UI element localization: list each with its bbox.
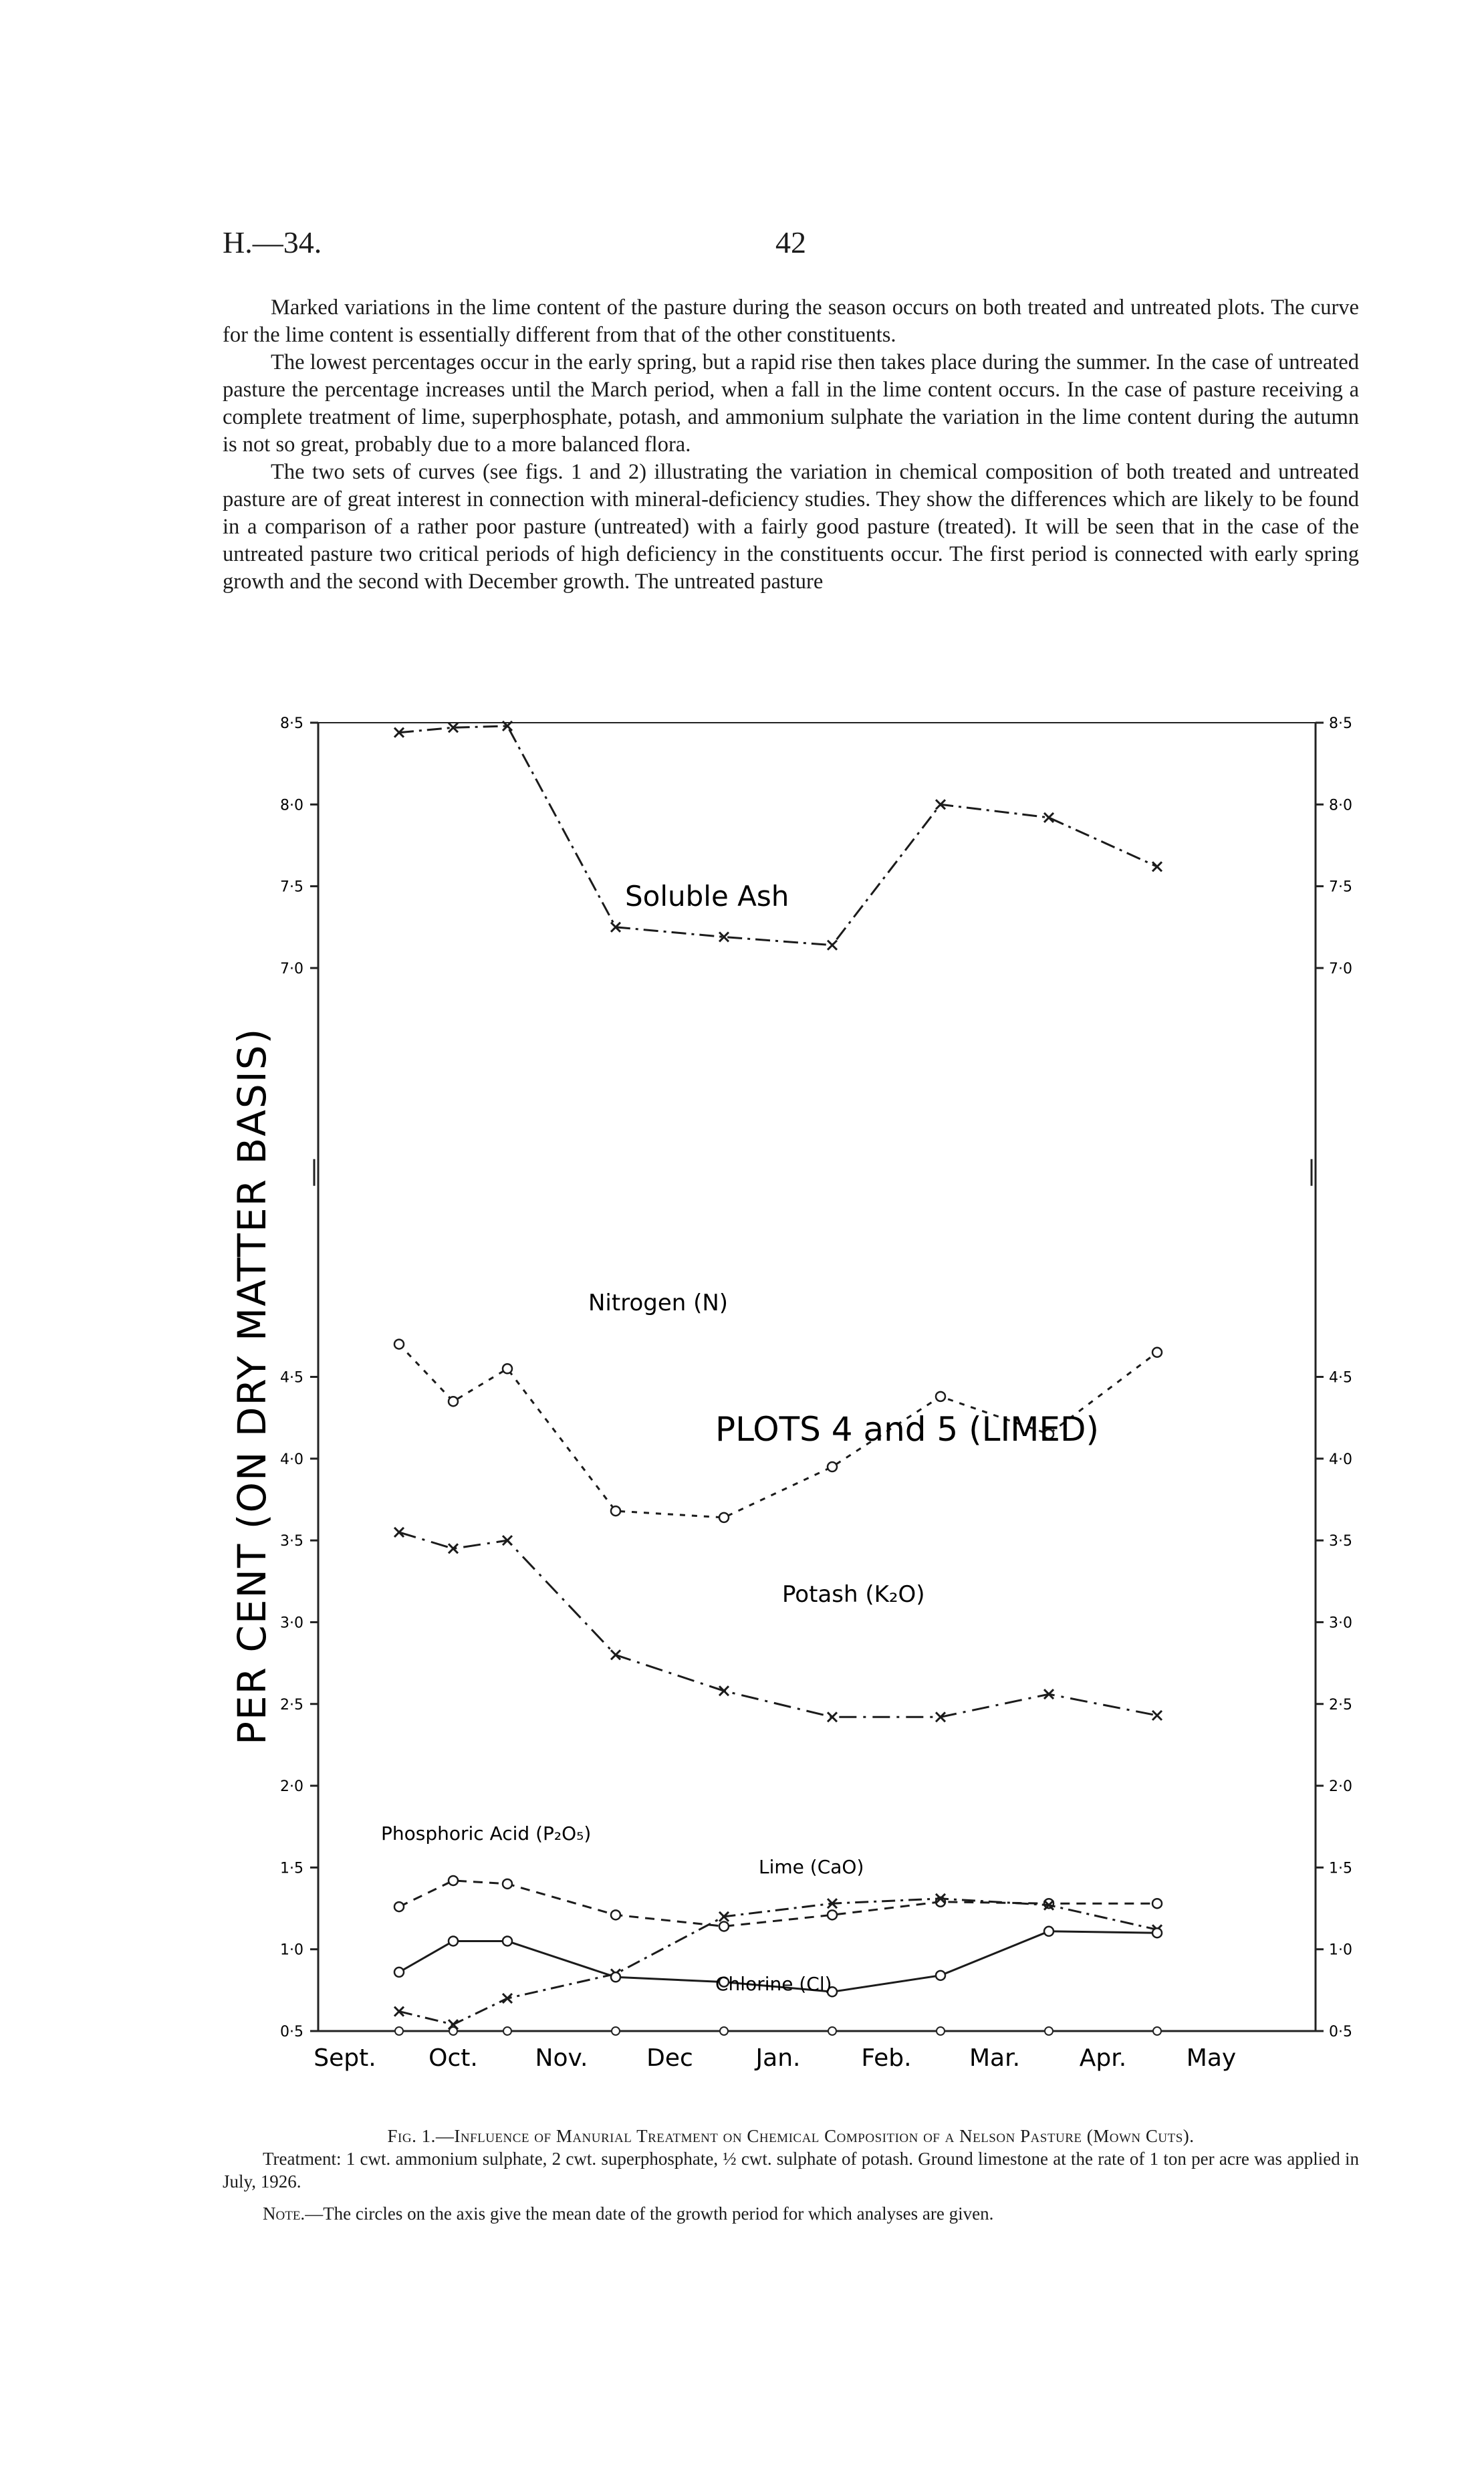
series-labels — [229, 880, 1099, 1995]
data-point-phosphoric-acid-p-o — [449, 1876, 458, 1885]
line-chart — [201, 695, 1377, 2119]
data-point-chlorine-cl — [1044, 1927, 1054, 1936]
y-tick-label-left: 3·0 — [280, 1615, 303, 1632]
y-tick-label-left: 4·0 — [280, 1451, 303, 1468]
data-point-phosphoric-acid-p-o — [394, 1902, 404, 1911]
axis-date-marker — [612, 2027, 620, 2035]
axis-date-marker — [720, 2027, 728, 2035]
chart-title: PLOTS 4 and 5 (LIMED) — [715, 1410, 1099, 1449]
y-tick-label-right: 2·0 — [1329, 1778, 1352, 1796]
data-point-soluble-ash — [1152, 862, 1162, 871]
axis-date-marker — [503, 2027, 511, 2035]
y-tick-label-left: 1·0 — [280, 1941, 303, 1959]
y-axis-label: PER CENT (ON DRY MATTER BASIS) — [229, 1027, 275, 1745]
data-point-chlorine-cl — [394, 1968, 404, 1977]
data-point-potash-k-o — [611, 1650, 620, 1659]
axis-date-marker — [1045, 2027, 1053, 2035]
y-tick-label-right: 4·5 — [1329, 1369, 1352, 1387]
x-tick-label: Mar. — [969, 2044, 1021, 2072]
data-point-phosphoric-acid-p-o — [719, 1921, 729, 1931]
body-paragraph: Marked variations in the lime content of the pasture during the season occurs on both treated and untreated plots. The curve for the lime content is essentially different from that of the other constituents. — [223, 295, 1359, 347]
figure-label: Fig. 1.— — [387, 2126, 455, 2146]
axis-date-marker — [937, 2027, 945, 2035]
x-tick-label: Nov. — [535, 2044, 588, 2072]
data-point-nitrogen-n — [611, 1506, 620, 1516]
body-paragraph: The two sets of curves (see figs. 1 and 2) illustrating the variation in chemical composition of both treated and untreated pasture are of great interest in connection with mineral-deficiency studies. They show the differences which are likely to be found in a comparison of a rather poor pasture (untreated) with a fairly good pasture (treated). It will be seen that in the case of the untreated pasture two critical periods of high deficiency in the constituents occur. The first period is connected with early spring growth and the second with December growth. The untreated pasture — [223, 460, 1359, 594]
figure-caption — [223, 2125, 1359, 2225]
y-tick-label-left: 1·5 — [280, 1860, 303, 1877]
data-point-soluble-ash — [828, 941, 837, 950]
y-tick-label-right: 2·5 — [1329, 1696, 1352, 1713]
data-point-nitrogen-n — [828, 1462, 837, 1471]
data-point-chlorine-cl — [936, 1971, 945, 1980]
series-label-soluble-ash: Soluble Ash — [625, 880, 789, 913]
x-tick-label: Jan. — [755, 2044, 801, 2072]
data-point-nitrogen-n — [449, 1397, 458, 1406]
data-point-nitrogen-n — [503, 1364, 512, 1373]
y-tick-label-right: 1·5 — [1329, 1860, 1352, 1877]
note-label: Note. — [263, 2204, 305, 2224]
x-tick-label: Oct. — [428, 2044, 478, 2072]
series-label-lime: Lime (CaO) — [759, 1856, 864, 1878]
y-tick-label-left: 2·0 — [280, 1778, 303, 1796]
axis-date-marker — [1153, 2027, 1161, 2035]
x-tick-label: May — [1186, 2044, 1237, 2072]
y-tick-label-left: 3·5 — [280, 1533, 303, 1550]
x-tick-label: Feb. — [861, 2044, 912, 2072]
data-point-chlorine-cl — [611, 1972, 620, 1982]
treatment-note: Treatment: 1 cwt. ammonium sulphate, 2 cwt. superphosphate, ½ cwt. sulphate of potash. Ground limestone at the rate of 1 ton per acre was applied in July, 1926. — [223, 2149, 1359, 2192]
data-point-chlorine-cl — [503, 1936, 512, 1945]
y-tick-label-right: 4·0 — [1329, 1451, 1352, 1468]
data-point-potash-k-o — [1152, 1711, 1162, 1720]
y-tick-label-right: 7·0 — [1329, 960, 1352, 977]
data-point-potash-k-o — [719, 1686, 729, 1695]
y-tick-label-right: 3·0 — [1329, 1615, 1352, 1632]
y-tick-label-right: 8·0 — [1329, 797, 1352, 814]
data-point-soluble-ash — [1044, 813, 1054, 822]
data-point-potash-k-o — [828, 1712, 837, 1722]
figure-title: Influence of Manurial Treatment on Chemical Composition of a Nelson Pasture (Mown Cuts). — [454, 2126, 1195, 2146]
data-point-nitrogen-n — [394, 1340, 404, 1349]
x-tick-label: Sept. — [314, 2044, 376, 2072]
note-text: —The circles on the axis give the mean date of the growth period for which analyses are given. — [305, 2204, 994, 2224]
data-point-phosphoric-acid-p-o — [503, 1879, 512, 1889]
y-tick-label-left: 7·0 — [280, 960, 303, 977]
x-tick-label: Dec — [646, 2044, 693, 2072]
y-tick-label-right: 7·5 — [1329, 878, 1352, 896]
axis-date-marker — [828, 2027, 836, 2035]
data-point-phosphoric-acid-p-o — [1152, 1899, 1162, 1908]
series-label-phosphoric-acid: Phosphoric Acid (P₂O₅) — [381, 1822, 592, 1845]
data-point-nitrogen-n — [936, 1392, 945, 1401]
axis-date-marker — [395, 2027, 403, 2035]
y-tick-label-right: 1·0 — [1329, 1941, 1352, 1959]
series-line-lime-cao — [399, 1899, 1157, 2024]
series-label-potash: Potash (K₂O) — [782, 1581, 925, 1608]
y-tick-label-left: 8·0 — [280, 797, 303, 814]
data-point-phosphoric-acid-p-o — [828, 1910, 837, 1919]
y-tick-label-right: 0·5 — [1329, 2024, 1352, 2040]
x-tick-label: Apr. — [1079, 2044, 1127, 2072]
page-number: 42 — [775, 225, 806, 259]
y-tick-label-left: 7·5 — [280, 878, 303, 896]
y-tick-label-left: 4·5 — [280, 1369, 303, 1387]
body-text — [223, 294, 1359, 596]
y-tick-label-left: 2·5 — [280, 1696, 303, 1713]
data-point-chlorine-cl — [449, 1936, 458, 1945]
document-reference: H.—34. — [223, 225, 322, 259]
y-tick-label-left: 8·5 — [280, 715, 303, 732]
y-tick-label-right: 8·5 — [1329, 715, 1352, 732]
series-label-chlorine: Chlorine (Cl) — [715, 1973, 832, 1995]
series-line-potash-k-o — [399, 1532, 1157, 1717]
data-point-nitrogen-n — [719, 1513, 729, 1522]
data-point-nitrogen-n — [1152, 1348, 1162, 1357]
series-label-nitrogen: Nitrogen (N) — [588, 1290, 729, 1316]
data-point-chlorine-cl — [1152, 1928, 1162, 1937]
data-point-phosphoric-acid-p-o — [611, 1910, 620, 1919]
body-paragraph: The lowest percentages occur in the early spring, but a rapid rise then takes place during the summer. In the case of untreated pasture the percentage increases until the March period, when a fall in the lime content occurs. In the case of pasture receiving a complete treatment of lime, superphosphate, potash, and ammonium sulphate the variation in the lime content during the autumn is not so great, probably due to a more balanced flora. — [223, 350, 1359, 457]
y-tick-label-left: 0·5 — [280, 2024, 303, 2040]
y-tick-label-right: 3·5 — [1329, 1533, 1352, 1550]
